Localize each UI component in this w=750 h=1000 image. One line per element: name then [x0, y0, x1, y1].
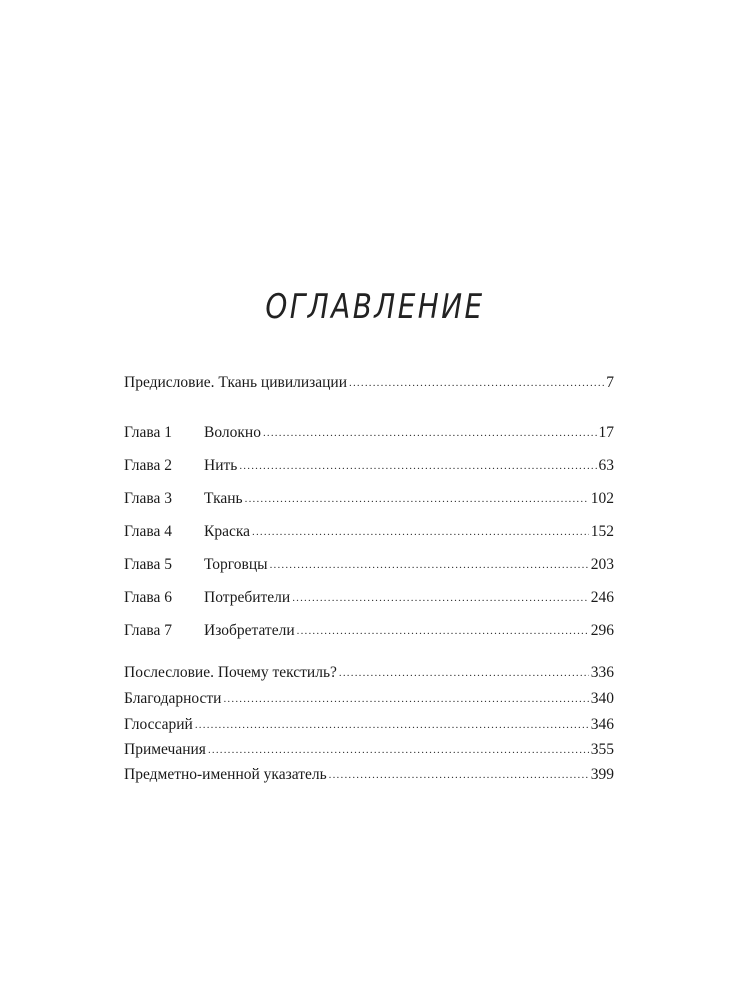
toc-entry-chapter-1 [124, 424, 614, 446]
toc-page-number: 346 [590, 716, 614, 733]
toc-entry-chapter-4 [124, 523, 614, 545]
toc-page-number: 102 [590, 490, 614, 507]
toc-page-number: 17 [598, 424, 614, 441]
toc-entry-label: Предметно-именной указатель [124, 766, 327, 783]
dot-leader [208, 744, 589, 756]
dot-leader [239, 460, 596, 472]
toc-entry-chapter-2 [124, 457, 614, 479]
toc-page-number: 246 [590, 589, 614, 606]
toc-entry-label: Нить [204, 457, 238, 474]
toc-entry-afterword [124, 664, 614, 686]
toc-page-number: 336 [590, 664, 614, 681]
chapter-number: Глава 2 [124, 457, 173, 474]
toc-entry-label: Торговцы [204, 556, 268, 573]
toc-entry-label: Потребители [204, 589, 291, 606]
chapter-number: Глава 6 [124, 589, 173, 606]
toc-entry-chapter-6 [124, 589, 614, 611]
toc-entry-label: Благодарности [124, 690, 222, 707]
toc-page-number: 296 [590, 622, 614, 639]
toc-page-number: 203 [590, 556, 614, 573]
toc-page-number: 355 [590, 741, 614, 758]
dot-leader [195, 719, 589, 731]
chapter-number: Глава 5 [124, 556, 173, 573]
toc-entry-glossary [124, 716, 614, 738]
dot-leader [329, 769, 589, 781]
chapter-number: Глава 4 [124, 523, 173, 540]
toc-entry-chapter-3 [124, 490, 614, 512]
toc-entry-label: Примечания [124, 741, 206, 758]
toc-entry-label: Послесловие. Почему текстиль? [124, 664, 337, 681]
page-title: ОГЛАВЛЕНИЕ [265, 287, 485, 327]
toc-page-number: 152 [590, 523, 614, 540]
toc-page-number: 7 [606, 374, 614, 391]
toc-entry-label: Ткань [204, 490, 243, 507]
chapter-number: Глава 1 [124, 424, 173, 441]
dot-leader [339, 667, 589, 679]
toc-entry-label: Предисловие. Ткань цивилизации [124, 374, 348, 391]
toc-page-number: 340 [590, 690, 614, 707]
dot-leader [252, 526, 589, 538]
dot-leader [245, 493, 589, 505]
toc-entry-chapter-5 [124, 556, 614, 578]
dot-leader [223, 693, 588, 705]
toc-entry-label: Волокно [204, 424, 261, 441]
dot-leader [349, 377, 604, 389]
dot-leader [263, 427, 597, 439]
dot-leader [297, 625, 589, 637]
toc-entry-index [124, 766, 614, 788]
toc-entry-chapter-7 [124, 622, 614, 644]
dot-leader [270, 559, 589, 571]
toc-entry-label: Изобретатели [204, 622, 295, 639]
toc-entry-label: Глоссарий [124, 716, 193, 733]
toc-page-number: 399 [590, 766, 614, 783]
chapter-number: Глава 7 [124, 622, 173, 639]
toc-entry-preface [124, 374, 614, 396]
toc-entry-notes [124, 741, 614, 763]
toc-entry-acknowledgements [124, 690, 614, 712]
toc-entry-label: Краска [204, 523, 251, 540]
toc-page-number: 63 [598, 457, 614, 474]
chapter-number: Глава 3 [124, 490, 173, 507]
dot-leader [292, 592, 589, 604]
